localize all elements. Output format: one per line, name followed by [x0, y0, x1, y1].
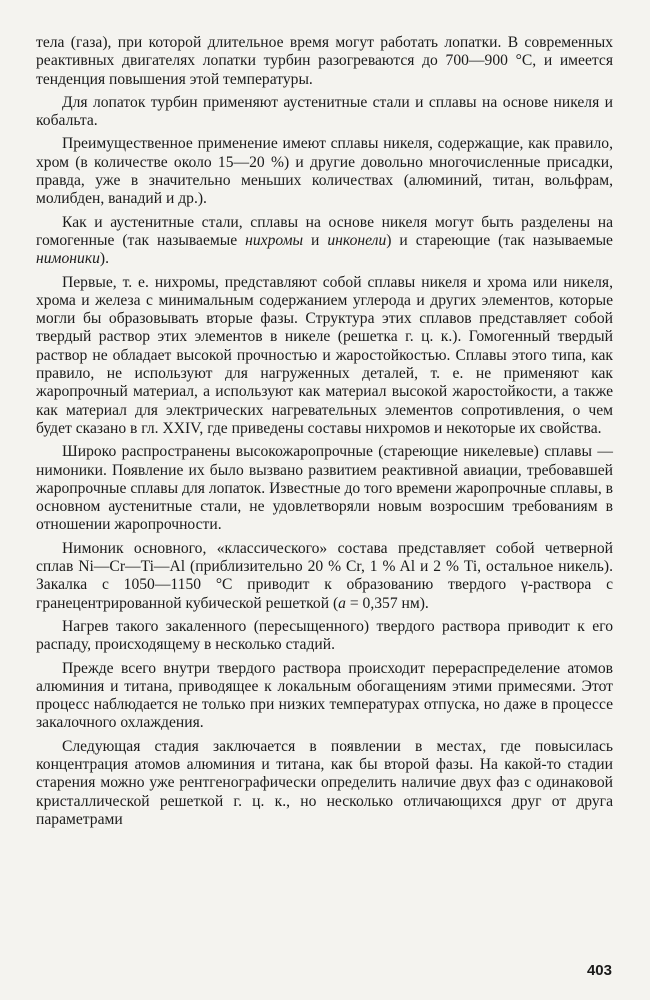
paragraph-4-text-d: ). — [99, 250, 109, 268]
paragraph-5: Первые, т. е. нихромы, представляют собой сплавы никеля и хрома или никеля, хрома и железа с минимальным содержанием углерода и других элементов, которые могли бы образовывать вторые фазы. Структура этих сплавов представляет собой твердый раствор этих элементов в никеле (решетка г. ц. к.). Гомогенный твердый раствор не обладает высокой прочностью и жаростойкостью. Сплавы этого типа, как правило, не используют для нагруженных деталей, т. е. не применяют как жаропрочный материал, а используют как материал высокой жаростойкости, а также как материал для электрических нагревательных элементов сопротивления, о чем будет сказано в гл. XXIV, где приведены составы нихромов и некоторые их свойства. — [36, 273, 613, 437]
paragraph-4-text-c: ) и стареющие (так называемые — [386, 231, 613, 249]
paragraph-7-text-a: Нимоник основного, «классического» состава представляет собой четверной сплав Ni—Cr—Ti—Al (приблизительно 20 % Cr, 1 % Al и 2 % Ti, остальное никель). Закалка с 1050—1150 °С приводит к образованию твердого γ-раствора с гранецентрированной кубической решеткой ( — [36, 539, 613, 612]
paragraph-10: Следующая стадия заключается в появлении в местах, где повысилась концентрация атомов алюминия и титана, как бы второй фазы. На какой-то стадии старения можно уже рентгенографически определить наличие двух фаз с одинаковой кристаллической решеткой г. ц. к., но несколько отличающихся друг от друга параметрами — [36, 737, 613, 828]
paragraph-1: тела (газа), при которой длительное время могут работать лопатки. В современных реактивных двигателях лопатки турбин разогреваются до 700—900 °С, и имеется тенденция повышения этой температуры. — [36, 34, 613, 88]
term-inconels: инконели — [327, 231, 387, 249]
paragraph-8: Нагрев такого закаленного (пересыщенного) твердого раствора приводит к его распаду, происходящему в несколько стадий. — [36, 617, 613, 654]
paragraph-3: Преимущественное применение имеют сплавы никеля, содержащие, как правило, хром (в количестве около 15—20 %) и другие довольно многочисленные присадки, правда, уже в значительно меньших количествах (алюминий, титан, вольфрам, молибден, ванадий и др.). — [36, 135, 613, 208]
term-nichromes: нихромы — [245, 231, 304, 249]
paragraph-4-text-b: и — [303, 231, 328, 249]
paragraph-6: Широко распространены высокожаропрочные (стареющие никелевые) сплавы — нимоники. Появление их было вызвано развитием реактивной авиации, требовавшей жаропрочные сплавы для лопаток. Известные до того времени жаропрочные сплавы, в основном аустенитные стали, не удовлетворяли новым возросшим требованиям в отношении жаропрочности. — [36, 443, 613, 534]
paragraph-7 — [36, 540, 613, 613]
paragraph-4 — [36, 214, 613, 269]
lattice-parameter-symbol: а — [338, 594, 346, 612]
paragraph-2: Для лопаток турбин применяют аустенитные стали и сплавы на основе никеля и кобальта. — [36, 93, 613, 130]
page-number: 403 — [586, 962, 612, 979]
paragraph-9: Прежде всего внутри твердого раствора происходит перераспределение атомов алюминия и титана, приводящее к локальным обогащениям этими примесями. Этот процесс наблюдается не только при низких температурах отпуска, но даже в процессе закалочного охлаждения. — [36, 659, 613, 732]
term-nimonics: нимоники — [36, 250, 100, 268]
paragraph-4-text-a: Как и аустенитные стали, сплавы на основе никеля могут быть разделены на гомогенные (так называемые — [36, 213, 613, 249]
paragraph-7-text-b: = 0,357 нм). — [345, 594, 429, 612]
